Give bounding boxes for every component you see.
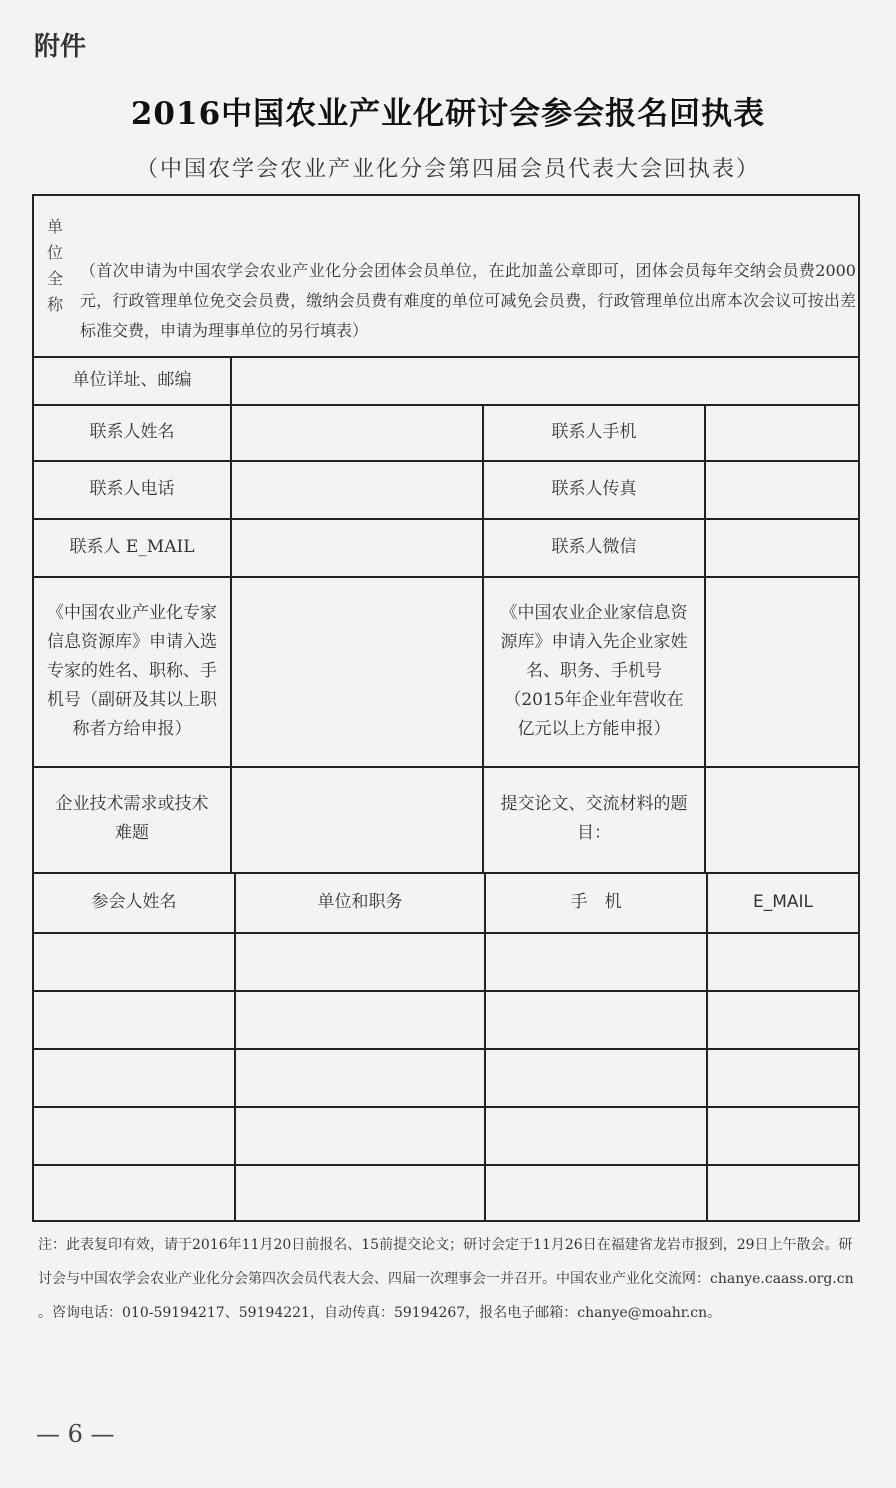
contact-fax-label: 联系人传真	[551, 478, 637, 499]
contact-phone-label: 联系人电话	[89, 478, 175, 499]
page-number: — 6 —	[36, 1420, 115, 1448]
contact-wechat-field[interactable]	[706, 518, 858, 576]
contact-mobile-label: 联系人手机	[551, 421, 637, 442]
entrepreneur-db-field[interactable]	[706, 576, 858, 766]
contact-name-field[interactable]	[232, 404, 482, 460]
contact-email-field[interactable]	[232, 518, 482, 576]
contact-wechat-label: 联系人微信	[551, 536, 637, 557]
participant-row[interactable]	[34, 992, 858, 1048]
participant-name-header: 参会人姓名	[91, 891, 177, 912]
registration-form-table	[32, 194, 860, 1222]
address-field[interactable]	[232, 356, 858, 404]
participant-mobile-header: 手 机	[570, 891, 622, 912]
contact-email-label: 联系人 E_MAIL	[69, 536, 195, 557]
expert-db-field[interactable]	[232, 576, 482, 766]
contact-fax-field[interactable]	[706, 460, 858, 518]
participant-row[interactable]	[34, 1166, 858, 1220]
entrepreneur-db-label: 《中国农业企业家信息资源库》申请入先企业家姓名、职务、手机号（2015年企业年营收在亿元以上方能申报）	[500, 602, 688, 739]
footnote: 注：此表复印有效，请于2016年11月20日前报名、15前提交论文；研讨会定于11月26日在福建省龙岩市报到，29日上午散会。研讨会与中国农学会农业产业化分会第四次会员代表大会、四届一次理事会一并召开。中国农业产业化交流网：chanye.caass.org.cn 。咨询电话：010-59194217、59194221，自动传真：59194267，报名电子邮箱：chanye@moahr.cn。	[38, 1237, 854, 1321]
participant-row[interactable]	[34, 1050, 858, 1106]
participant-unit-header: 单位和职务	[317, 891, 403, 912]
contact-mobile-field[interactable]	[706, 404, 858, 460]
unit-name-note: （首次申请为中国农学会农业产业化分会团体会员单位，在此加盖公章即可，团体会员每年交纳会员费2000元，行政管理单位免交会员费，缴纳会员费有难度的单位可减免会员费，行政管理单位出席本次会议可按出差标准交费，申请为理事单位的另行填表）	[80, 261, 856, 340]
participant-row[interactable]	[34, 1108, 858, 1164]
participant-email-header: E_MAIL	[752, 891, 814, 912]
page-title: 2016中国农业产业化研讨会参会报名回执表	[130, 96, 766, 132]
contact-phone-field[interactable]	[232, 460, 482, 518]
page-subtitle: （中国农学会农业产业化分会第四届会员代表大会回执表）	[135, 157, 760, 182]
tech-needs-label: 企业技术需求或技术难题	[55, 794, 209, 843]
paper-topic-field[interactable]	[706, 766, 858, 872]
unit-name-label: 单位全称	[46, 217, 63, 314]
contact-name-label: 联系人姓名	[89, 421, 175, 442]
participant-row[interactable]	[34, 934, 858, 990]
expert-db-label: 《中国农业产业化专家信息资源库》申请入选专家的姓名、职称、手机号（副研及其以上职称者方给申报）	[47, 602, 217, 739]
address-label: 单位详址、邮编	[72, 369, 192, 390]
paper-topic-label: 提交论文、交流材料的题目：	[500, 794, 688, 843]
tech-needs-field[interactable]	[232, 766, 482, 872]
attachment-label: 附件	[34, 32, 87, 62]
